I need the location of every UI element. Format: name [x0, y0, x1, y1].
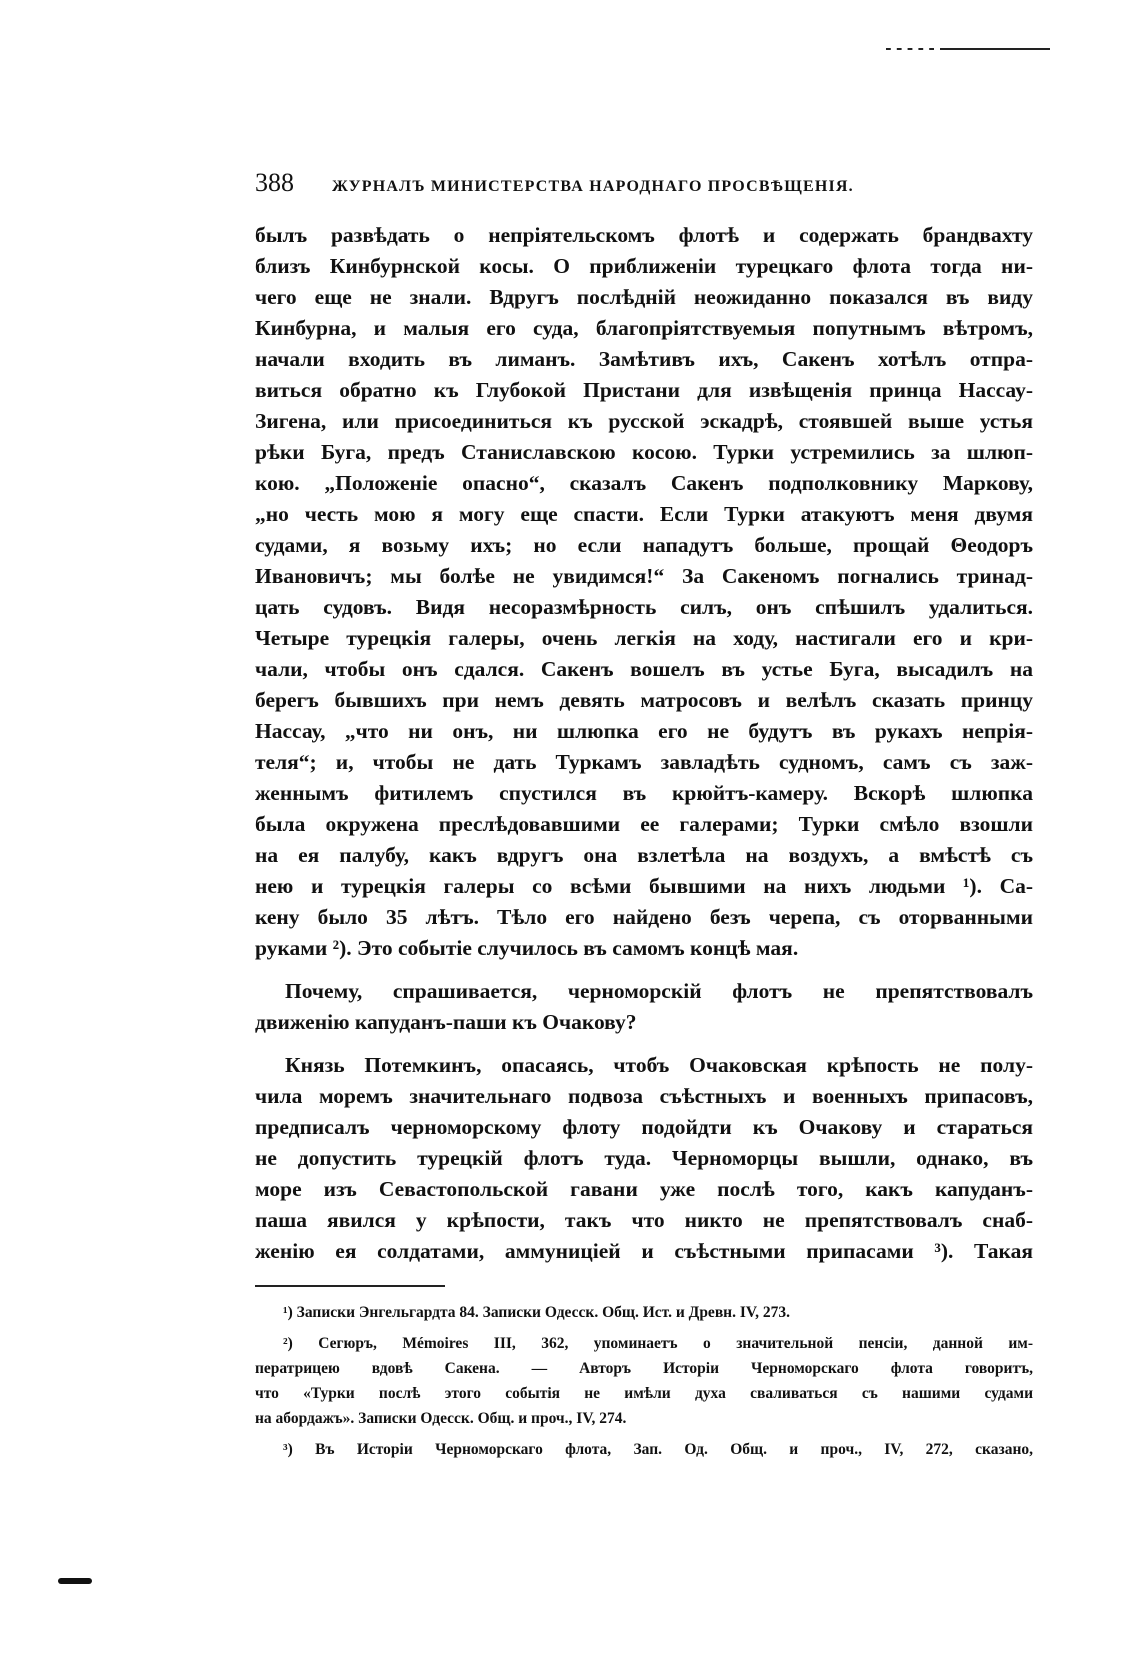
footnote-line: ³) Въ Исторіи Черноморскаго флота, Зап. Од. Общ. и проч., IV, 272, сказано, — [283, 1441, 1033, 1458]
text-line: Князь Потемкинъ, опасаясь, чтобъ Очаковская крѣпость не полу- — [285, 1053, 1033, 1077]
top-rule-dash-decoration — [880, 48, 940, 50]
text-line: теля“; и, чтобы не дать Туркамъ завладѣть судномъ, самъ съ заж- — [255, 750, 1033, 774]
text-line: чего еще не знали. Вдругъ послѣдній неожиданно показался въ виду — [255, 285, 1033, 309]
page-number: 388 — [255, 168, 294, 197]
text-line: была окружена преслѣдовавшими ее галерами; Турки смѣло взошли — [255, 812, 1033, 836]
margin-mark-decoration — [58, 1578, 92, 1584]
text-line: рѣки Буга, предъ Станиславскою косою. Турки устремились за шлюп- — [255, 440, 1033, 464]
text-line: кою. „Положеніе опасно“, сказалъ Сакенъ подполковнику Маркову, — [255, 471, 1033, 495]
text-line: женію ея солдатами, аммуниціей и съѣстными припасами ³). Такая — [255, 1239, 1033, 1263]
text-line: руками ²). Это событіе случилось въ самомъ концѣ мая. — [255, 936, 799, 960]
main-text — [255, 220, 1033, 1267]
text-line: на ея палубу, какъ вдругъ она взлетѣла на воздухъ, а вмѣстѣ съ — [255, 843, 1033, 867]
text-line: движенію капуданъ-паши къ Очакову? — [255, 1010, 637, 1034]
text-line: судами, я возьму ихъ; но если нападутъ больше, прощай Θеодоръ — [255, 533, 1033, 557]
text-line: море изъ Севастопольской гавани уже послѣ того, какъ капуданъ- — [255, 1177, 1033, 1201]
footnote-line: ператрицею вдовѣ Сакена. — Авторъ Исторіи Черноморскаго флота говоритъ, — [255, 1360, 1033, 1377]
text-line: берегъ бывшихъ при немъ девять матросовъ и велѣлъ сказать принцу — [255, 688, 1033, 712]
page-header — [255, 168, 1035, 198]
footnote-line: ²) Сегюръ, Mémoires III, 362, упоминаетъ о значительной пенсіи, данной им- — [283, 1335, 1033, 1352]
text-line: былъ развѣдать о непріятельскомъ флотѣ и содержать брандвахту — [255, 223, 1033, 247]
text-line: цать судовъ. Видя несоразмѣрность силъ, онъ спѣшилъ удалиться. — [255, 595, 1033, 619]
text-line: близъ Кинбурнской косы. О приближеніи турецкаго флота тогда ни- — [255, 254, 1033, 278]
text-line: Почему, спрашивается, черноморскій флотъ не препятствовалъ — [285, 979, 1033, 1003]
footnote-line: ¹) Записки Энгельгардта 84. Записки Одесск. Общ. Ист. и Древн. IV, 273. — [283, 1304, 790, 1321]
text-line: не допустить турецкій флотъ туда. Черноморцы вышли, однако, въ — [255, 1146, 1033, 1170]
text-line: чали, чтобы онъ сдался. Сакенъ вошелъ въ устье Буга, высадилъ на — [255, 657, 1033, 681]
footnote-rule — [255, 1285, 445, 1287]
text-line: кену было 35 лѣтъ. Тѣло его найдено безъ черепа, съ оторванными — [255, 905, 1033, 929]
text-line: начали входить въ лиманъ. Замѣтивъ ихъ, Сакенъ хотѣлъ отпра- — [255, 347, 1033, 371]
footnotes — [255, 1300, 1033, 1462]
text-line: женнымъ фитилемъ спустился въ крюйтъ-камеру. Вскорѣ шлюпка — [255, 781, 1033, 805]
text-paragraph-gap — [255, 1038, 1033, 1050]
text-line: Ивановичъ; мы болѣе не увидимся!“ За Сакеномъ погнались тринад- — [255, 564, 1033, 588]
text-line: виться обратно къ Глубокой Пристани для извѣщенія принца Нассау- — [255, 378, 1033, 402]
running-head: ЖУРНАЛЪ МИНИСТЕРСТВА НАРОДНАГО ПРОСВѢЩЕНІЯ. — [332, 178, 854, 195]
text-line: Нассау, „что ни онъ, ни шлюпка его не будутъ въ рукахъ непрія- — [255, 719, 1033, 743]
text-line: Кинбурна, и малыя его суда, благопріятствуемыя попутнымъ вѣтромъ, — [255, 316, 1033, 340]
text-line: „но честь мою я могу еще спасти. Если Турки атакуютъ меня двумя — [255, 502, 1033, 526]
text-paragraph-gap — [255, 964, 1033, 976]
text-line: предписалъ черноморскому флоту подойдти къ Очакову и стараться — [255, 1115, 1033, 1139]
footnote-line: что «Турки послѣ этого событія не имѣли духа сваливаться съ нашими судами — [255, 1385, 1033, 1402]
text-line: паша явился у крѣпости, такъ что никто не препятствовалъ снаб- — [255, 1208, 1033, 1232]
text-line: Зигена, или присоединиться къ русской эскадрѣ, стоявшей выше устья — [255, 409, 1033, 433]
footnote-line: на абордажъ». Записки Одесск. Общ. и проч., IV, 274. — [255, 1410, 627, 1427]
text-line: нею и турецкія галеры со всѣми бывшими на нихъ людьми ¹). Са- — [255, 874, 1033, 898]
text-line: Четыре турецкія галеры, очень легкія на ходу, настигали его и кри- — [255, 626, 1033, 650]
text-line: чила моремъ значительнаго подвоза съѣстныхъ и военныхъ припасовъ, — [255, 1084, 1033, 1108]
